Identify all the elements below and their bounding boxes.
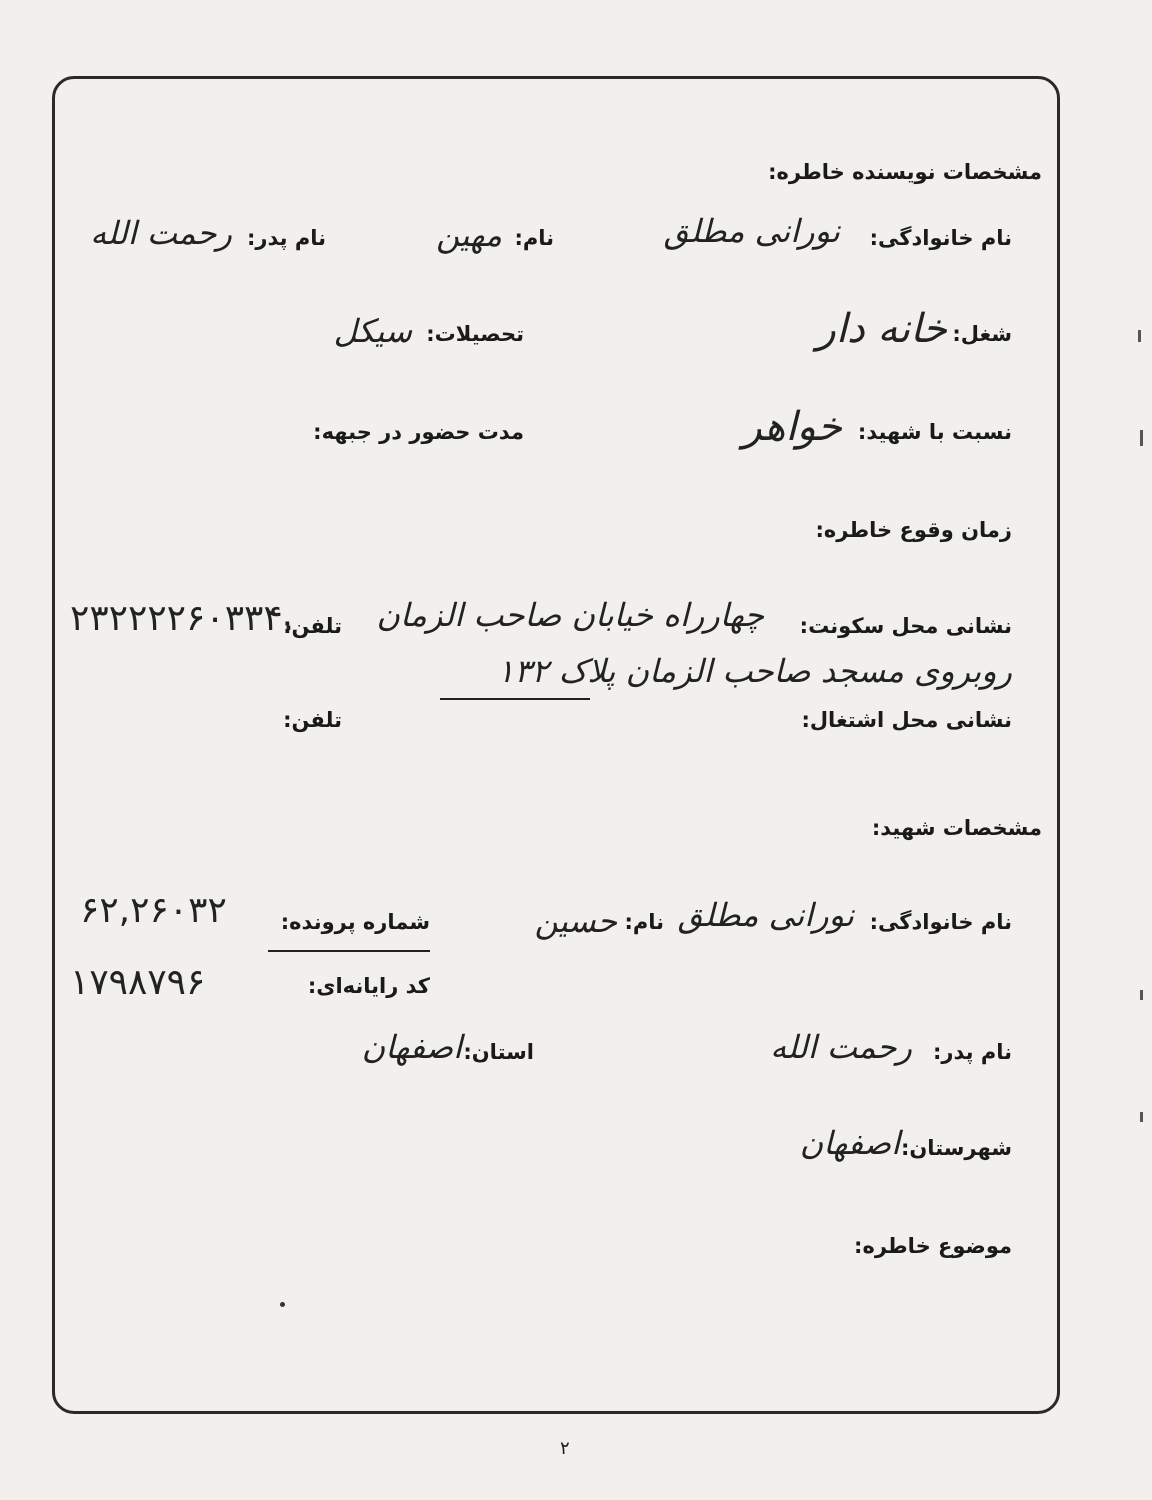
martyr-city-value: اصفهان — [799, 1124, 900, 1162]
writer-address-value-line1: چهارراه خیابان صاحب الزمان — [376, 596, 764, 634]
martyr-file-number-label: شماره پرونده: — [280, 910, 430, 934]
writer-work-phone-label: تلفن: — [283, 708, 342, 732]
writer-phone-value: ۲۳۲۲۲۲۶۰۳۳۴. — [70, 598, 295, 639]
writer-address-label: نشانی محل سکونت: — [799, 614, 1012, 638]
writer-memory-time-label: زمان وقوع خاطره: — [815, 518, 1012, 542]
writer-first-name-label: نام: — [514, 226, 554, 250]
margin-tick — [1140, 1112, 1143, 1122]
martyr-city-label: شهرستان: — [900, 1136, 1012, 1160]
martyr-memory-subject-label: موضوع خاطره: — [854, 1234, 1012, 1258]
martyr-father-name-label: نام پدر: — [933, 1040, 1012, 1064]
martyr-heading: مشخصات شهید: — [871, 816, 1042, 840]
margin-tick — [1140, 990, 1143, 1000]
margin-tick — [1138, 330, 1141, 342]
writer-phone-label: تلفن: — [283, 614, 342, 638]
file-number-underline — [268, 950, 430, 952]
writer-relation-label: نسبت با شهید: — [857, 420, 1012, 444]
writer-father-name-value: رحمت الله — [90, 214, 232, 252]
writer-relation-value: خواهر — [742, 404, 842, 450]
martyr-computer-code-label: کد رایانه‌ای: — [307, 974, 430, 998]
martyr-family-name-value: نورانی مطلق — [677, 896, 854, 934]
martyr-computer-code-value: ۱۷۹۸۷۹۶ — [70, 962, 206, 1003]
writer-job-label: شغل: — [952, 322, 1012, 346]
writer-family-name-value: نورانی مطلق — [663, 212, 840, 250]
writer-address-value-line2: روبروی مسجد صاحب الزمان پلاک ۱۳۲ — [497, 652, 1012, 690]
writer-heading: مشخصات نویسنده خاطره: — [768, 160, 1042, 184]
margin-tick — [1140, 430, 1143, 446]
martyr-father-name-value: رحمت الله — [770, 1028, 912, 1066]
martyr-province-label: استان: — [463, 1040, 534, 1064]
ink-speck — [280, 1302, 285, 1307]
address-underline — [440, 698, 590, 700]
martyr-file-number-value: ۶۲,۲۶۰۳۲ — [80, 890, 227, 931]
martyr-first-name-label: نام: — [624, 910, 664, 934]
form-frame — [52, 76, 1060, 1414]
writer-education-value: سیکل — [333, 312, 412, 350]
writer-education-label: تحصیلات: — [426, 322, 524, 346]
martyr-province-value: اصفهان — [361, 1028, 462, 1066]
writer-first-name-value: مهین — [436, 216, 502, 254]
martyr-first-name-value: حسین — [534, 902, 617, 940]
martyr-family-name-label: نام خانوادگی: — [869, 910, 1012, 934]
page-number: ۲ — [560, 1438, 570, 1459]
writer-work-address-label: نشانی محل اشتغال: — [801, 708, 1012, 732]
writer-family-name-label: نام خانوادگی: — [869, 226, 1012, 250]
writer-father-name-label: نام پدر: — [247, 226, 326, 250]
writer-job-value: خانه دار — [816, 306, 947, 352]
writer-front-duration-label: مدت حضور در جبهه: — [313, 420, 524, 444]
